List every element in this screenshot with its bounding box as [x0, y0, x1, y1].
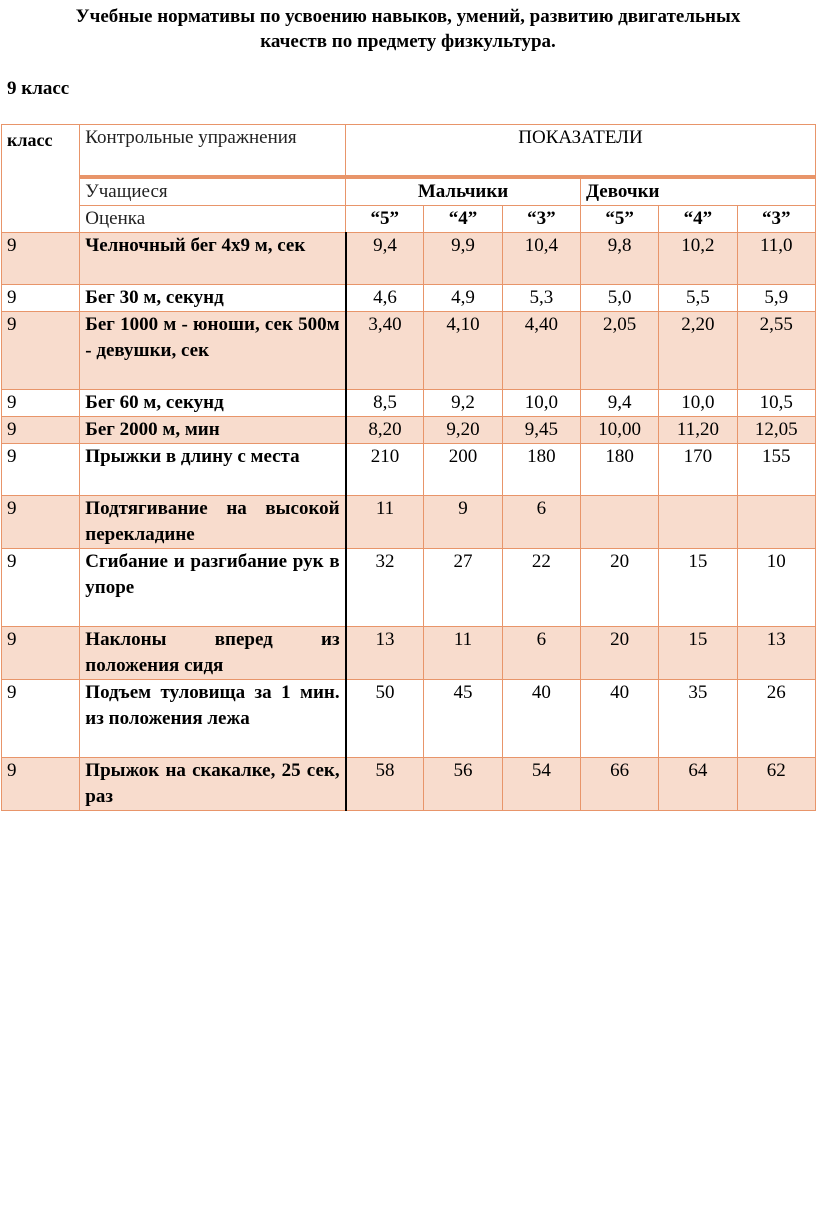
- value-cell: 8,5: [346, 389, 424, 416]
- value-cell: 210: [346, 443, 424, 495]
- exercise-cell: Бег 30 м, секунд: [80, 284, 346, 311]
- table-row: [2, 311, 816, 389]
- value-cell: 4,10: [424, 311, 502, 389]
- value-cell: 9,9: [424, 232, 502, 284]
- value-cell: 11: [346, 495, 424, 548]
- value-cell: 20: [580, 548, 658, 626]
- row-class-cell: 9: [2, 757, 80, 810]
- value-cell: [580, 495, 658, 548]
- table-row: [2, 626, 816, 679]
- value-cell: [659, 495, 737, 548]
- value-cell: 40: [502, 679, 580, 757]
- table-row: [2, 443, 816, 495]
- table-row: [2, 416, 816, 443]
- table-row: [2, 548, 816, 626]
- table-row: [2, 284, 816, 311]
- value-cell: 10,4: [502, 232, 580, 284]
- value-cell: 5,5: [659, 284, 737, 311]
- grade-boys-5: “5”: [346, 205, 424, 232]
- table-header: [2, 125, 816, 233]
- table-row: [2, 679, 816, 757]
- value-cell: 35: [659, 679, 737, 757]
- value-cell: 20: [580, 626, 658, 679]
- exercise-cell: Челночный бег 4х9 м, сек: [80, 232, 346, 284]
- value-cell: 170: [659, 443, 737, 495]
- value-cell: 11,20: [659, 416, 737, 443]
- header-indicators: ПОКАЗАТЕЛИ: [346, 125, 816, 177]
- grade-girls-5: “5”: [580, 205, 658, 232]
- value-cell: 2,55: [737, 311, 815, 389]
- value-cell: 8,20: [346, 416, 424, 443]
- grade-boys-4: “4”: [424, 205, 502, 232]
- value-cell: [737, 495, 815, 548]
- value-cell: 4,40: [502, 311, 580, 389]
- value-cell: 9,4: [346, 232, 424, 284]
- value-cell: 56: [424, 757, 502, 810]
- value-cell: 9,2: [424, 389, 502, 416]
- table-row: [2, 495, 816, 548]
- header-exercises: Контрольные упражнения: [80, 125, 346, 177]
- value-cell: 11,0: [737, 232, 815, 284]
- value-cell: 9,45: [502, 416, 580, 443]
- value-cell: 2,20: [659, 311, 737, 389]
- value-cell: 10,0: [502, 389, 580, 416]
- header-girls: Девочки: [580, 177, 815, 206]
- value-cell: 12,05: [737, 416, 815, 443]
- header-boys: Мальчики: [346, 177, 581, 206]
- value-cell: 13: [346, 626, 424, 679]
- value-cell: 4,6: [346, 284, 424, 311]
- row-class-cell: 9: [2, 311, 80, 389]
- document-title: [0, 4, 816, 54]
- value-cell: 3,40: [346, 311, 424, 389]
- table-row: [2, 232, 816, 284]
- header-row-3: [2, 205, 816, 232]
- value-cell: 22: [502, 548, 580, 626]
- exercise-cell: Подъем туловища за 1 мин. из положения лежа: [80, 679, 346, 757]
- value-cell: 50: [346, 679, 424, 757]
- value-cell: 66: [580, 757, 658, 810]
- exercise-cell: Сгибание и разгибание рук в упоре: [80, 548, 346, 626]
- exercise-cell: Бег 1000 м - юноши, сек 500м - девушки, сек: [80, 311, 346, 389]
- header-klass: класс: [2, 125, 80, 233]
- value-cell: 62: [737, 757, 815, 810]
- value-cell: 15: [659, 548, 737, 626]
- value-cell: 10,00: [580, 416, 658, 443]
- exercise-cell: Бег 2000 м, мин: [80, 416, 346, 443]
- header-row-2: [2, 177, 816, 206]
- value-cell: 155: [737, 443, 815, 495]
- title-line-2: качеств по предмету физкультура.: [260, 31, 556, 52]
- value-cell: 10,5: [737, 389, 815, 416]
- header-grade-label: Оценка: [80, 205, 346, 232]
- value-cell: 6: [502, 495, 580, 548]
- exercise-cell: Прыжки в длину с места: [80, 443, 346, 495]
- grade-girls-3: “3”: [737, 205, 815, 232]
- row-class-cell: 9: [2, 495, 80, 548]
- value-cell: 200: [424, 443, 502, 495]
- value-cell: 180: [580, 443, 658, 495]
- row-class-cell: 9: [2, 389, 80, 416]
- value-cell: 6: [502, 626, 580, 679]
- value-cell: 27: [424, 548, 502, 626]
- value-cell: 9,8: [580, 232, 658, 284]
- exercise-cell: Подтягивание на высокой перекладине: [80, 495, 346, 548]
- row-class-cell: 9: [2, 679, 80, 757]
- value-cell: 5,9: [737, 284, 815, 311]
- value-cell: 5,0: [580, 284, 658, 311]
- table-row: [2, 389, 816, 416]
- value-cell: 40: [580, 679, 658, 757]
- value-cell: 15: [659, 626, 737, 679]
- value-cell: 11: [424, 626, 502, 679]
- table-row: [2, 757, 816, 810]
- value-cell: 32: [346, 548, 424, 626]
- value-cell: 58: [346, 757, 424, 810]
- row-class-cell: 9: [2, 232, 80, 284]
- value-cell: 9,4: [580, 389, 658, 416]
- value-cell: 5,3: [502, 284, 580, 311]
- exercise-cell: Прыжок на скакалке, 25 сек, раз: [80, 757, 346, 810]
- value-cell: 9,20: [424, 416, 502, 443]
- header-students: Учащиеся: [80, 177, 346, 206]
- value-cell: 13: [737, 626, 815, 679]
- row-class-cell: 9: [2, 443, 80, 495]
- title-line-1: Учебные нормативы по усвоению навыков, умений, развитию двигательных: [75, 6, 741, 27]
- value-cell: 10,2: [659, 232, 737, 284]
- value-cell: 45: [424, 679, 502, 757]
- grade-boys-3: “3”: [502, 205, 580, 232]
- row-class-cell: 9: [2, 284, 80, 311]
- grade-girls-4: “4”: [659, 205, 737, 232]
- value-cell: 9: [424, 495, 502, 548]
- row-class-cell: 9: [2, 626, 80, 679]
- value-cell: 10,0: [659, 389, 737, 416]
- table-body: [2, 232, 816, 810]
- value-cell: 54: [502, 757, 580, 810]
- value-cell: 4,9: [424, 284, 502, 311]
- row-class-cell: 9: [2, 548, 80, 626]
- value-cell: 180: [502, 443, 580, 495]
- value-cell: 26: [737, 679, 815, 757]
- exercise-cell: Наклоны вперед из положения сидя: [80, 626, 346, 679]
- exercise-cell: Бег 60 м, секунд: [80, 389, 346, 416]
- value-cell: 10: [737, 548, 815, 626]
- grade-subtitle: 9 класс: [7, 78, 70, 99]
- standards-table: [1, 124, 816, 811]
- header-row-1: [2, 125, 816, 177]
- row-class-cell: 9: [2, 416, 80, 443]
- value-cell: 64: [659, 757, 737, 810]
- value-cell: 2,05: [580, 311, 658, 389]
